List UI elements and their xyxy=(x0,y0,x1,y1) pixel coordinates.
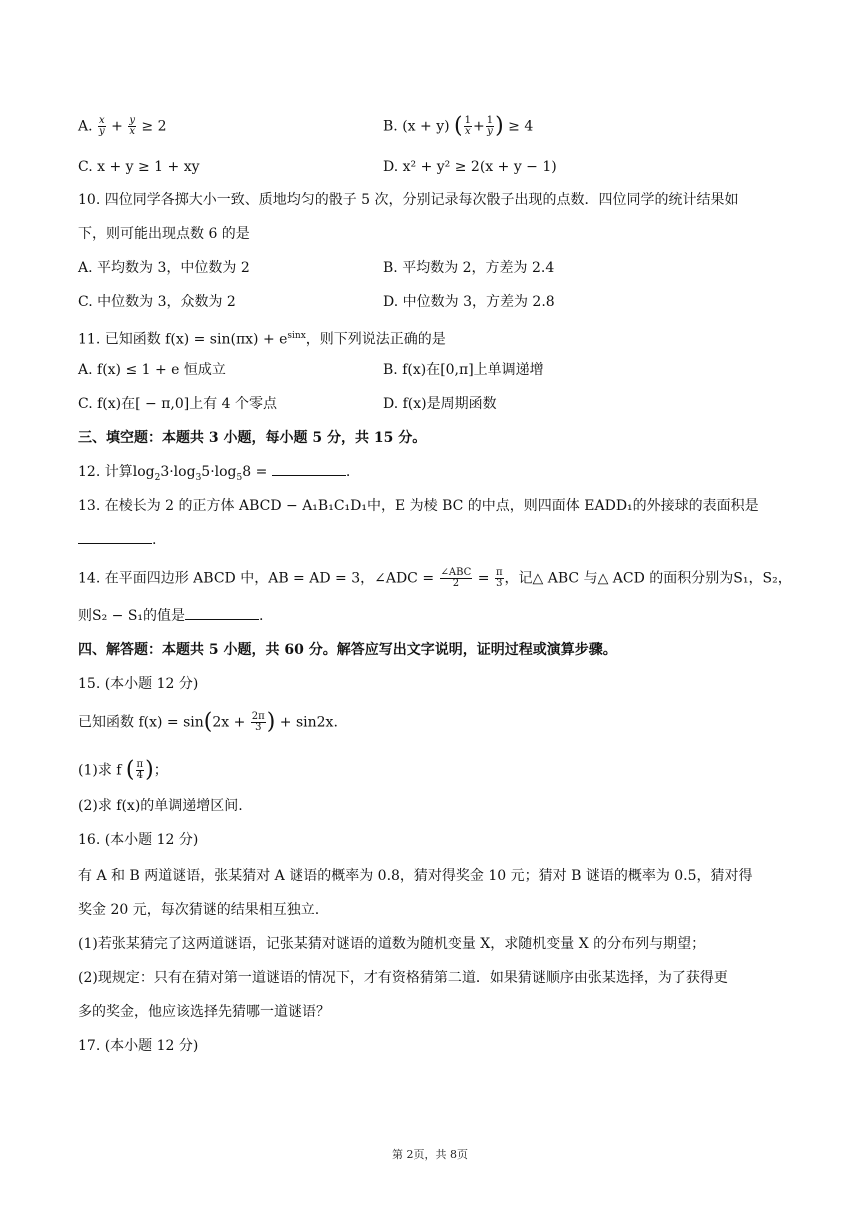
q9-option-a: A. $\frac{x}{y}$ + $\frac{y}{x}$ ≥ 2 xyxy=(78,115,167,137)
q14-pi-den: 3 xyxy=(496,578,503,589)
q16-sub1: (1)若张某猜完了这两道谜语，记张某猜对谜语的道数为随机变量 X，求随机变量 X 的分布列与期望； xyxy=(78,936,706,952)
q15-sub1-post: ； xyxy=(153,762,168,779)
q15-stem-post: + sin2x. xyxy=(275,714,338,731)
q16-sub2-line1: (2)现规定：只有在猜对第一道谜语的情况下，才有资格猜第二道．如果猜谜顺序由张某选择，为了获得更 xyxy=(78,970,728,986)
q11-option-b: B. f(x)在[0,π]上单调递增 xyxy=(383,362,544,378)
q9-option-b-label: B. xyxy=(383,118,403,135)
q17-head: 17. (本小题 12 分) xyxy=(78,1038,199,1054)
q14-line2 xyxy=(78,606,264,626)
q12-line: 12. 计算$\log_23\cdot\log_35\cdot\log_58$ = . xyxy=(78,464,351,483)
q10-option-a: A. 平均数为 3，中位数为 2 xyxy=(78,260,250,276)
frac-1-over-y: $\frac{1}{y}$ xyxy=(486,115,494,137)
q10-stem-line2: 下，则可能出现点数 6 的是 xyxy=(78,226,250,242)
q11-stem-sup: sinx xyxy=(287,331,306,341)
q15-sub1: (1)求 f ( $\frac{\pi}{4}$ )； xyxy=(78,757,168,783)
frac-y-over-x: $\frac{y}{x}$ xyxy=(129,115,135,137)
q9-option-a-label: A. xyxy=(78,118,98,135)
q14-line2-pre: 则S₂ − S₁的值是 xyxy=(78,608,186,624)
q13-tail: . xyxy=(152,532,157,548)
q12-tail: . xyxy=(345,464,351,480)
q14-post: ，记△ ABC 与△ ACD 的面积分别为S₁，S₂， xyxy=(504,570,792,587)
q15-stem-in: 2x + xyxy=(212,714,250,731)
q16-sub2-line2: 多的奖金，他应该选择先猜哪一道谜语？ xyxy=(78,1004,330,1020)
q15-stem-pre: 已知函数 f(x) = sin xyxy=(78,714,204,731)
q15-frac-num: 2π xyxy=(251,711,265,722)
q15-pi4-den: 4 xyxy=(136,770,143,781)
q12-answer-blank xyxy=(272,463,346,476)
q14-answer-blank xyxy=(185,607,259,620)
q15-stem: 已知函数 f(x) = sin(2x + $\frac{2\pi}{3}$ ) + sin2x. xyxy=(78,709,338,735)
q15-frac-den: 3 xyxy=(255,722,262,733)
q13-line2 xyxy=(78,530,156,550)
q11-stem-func: f(x) = sin(πx) + e xyxy=(165,331,288,348)
frac-1-over-x: $\frac{1}{x}$ xyxy=(464,115,471,137)
q9-option-b-text: (x + y) xyxy=(402,118,450,135)
q11-stem xyxy=(78,326,446,350)
q11-stem-pre: 11. 已知函数 xyxy=(78,331,166,348)
q14-line1 xyxy=(78,568,792,589)
q16-line1: 有 A 和 B 两道谜语，张某猜对 A 谜语的概率为 0.8，猜对得奖金 10 元；猜对 B 谜语的概率为 0.5，猜对得 xyxy=(78,868,753,884)
q14-pre: 14. 在平面四边形 ABCD 中，AB = AD = 3，∠ADC = xyxy=(78,570,439,587)
q14-frac-den: 2 xyxy=(452,578,460,589)
q14-eq: = xyxy=(473,570,494,587)
q15-head: 15. (本小题 12 分) xyxy=(78,676,199,692)
section3-heading: 三、填空题：本题共 3 小题，每小题 5 分，共 15 分。 xyxy=(78,430,427,446)
q11-option-c: C. f(x)在[ − π,0]上有 4 个零点 xyxy=(78,396,278,412)
q15-sub2: (2)求 f(x)的单调递增区间. xyxy=(78,798,243,814)
q15-pi4-num: π xyxy=(136,759,144,770)
q14-tail: . xyxy=(259,608,264,624)
q10-option-c: C. 中位数为 3，众数为 2 xyxy=(78,294,236,310)
q14-frac-num: ∠ABC xyxy=(440,567,472,578)
q16-line2: 奖金 20 元，每次猜谜的结果相互独立. xyxy=(78,902,320,918)
q14-frac-pi xyxy=(495,568,504,589)
q13-line1: 13. 在棱长为 2 的正方体 ABCD − A₁B₁C₁D₁中，E 为棱 BC 的中点，则四面体 EADD₁的外接球的表面积是 xyxy=(78,498,759,514)
q9-option-b: B. (x + y) ( $\frac{1}{x}$ + $\frac{1}{y}$ ) ≥ 4 xyxy=(383,113,534,139)
q14-frac-angle xyxy=(440,568,473,589)
q15-frac-2pi-3 xyxy=(251,712,266,733)
q14-pi-num: π xyxy=(495,567,503,578)
q9-option-d: D. x² + y² ≥ 2(x + y − 1) xyxy=(383,159,557,175)
q10-stem-line1: 10. 四位同学各掷大小一致、质地均匀的骰子 5 次，分别记录每次骰子出现的点数．四位同学的统计结果如 xyxy=(78,192,739,208)
q12-pre: 12. 计算 xyxy=(78,464,133,480)
q11-stem-post: ，则下列说法正确的是 xyxy=(305,331,446,348)
q16-head: 16. (本小题 12 分) xyxy=(78,832,199,848)
q10-option-d: D. 中位数为 3，方差为 2.8 xyxy=(383,294,555,310)
q11-option-a: A. f(x) ≤ 1 + e 恒成立 xyxy=(78,362,226,378)
q11-option-d: D. f(x)是周期函数 xyxy=(383,396,497,412)
q15-sub1-pre: (1)求 f xyxy=(78,762,122,779)
q13-answer-blank xyxy=(78,531,152,544)
page-footer: 第 2页，共 8页 xyxy=(392,1148,468,1161)
q9-option-c: C. x + y ≥ 1 + xy xyxy=(78,159,200,175)
q10-option-b: B. 平均数为 2，方差为 2.4 xyxy=(383,260,555,276)
section4-heading: 四、解答题：本题共 5 小题，共 60 分。解答应写出文字说明，证明过程或演算步骤。 xyxy=(78,642,617,658)
q15-frac-pi-4 xyxy=(136,760,145,781)
frac-x-over-y: $\frac{x}{y}$ xyxy=(99,115,105,137)
